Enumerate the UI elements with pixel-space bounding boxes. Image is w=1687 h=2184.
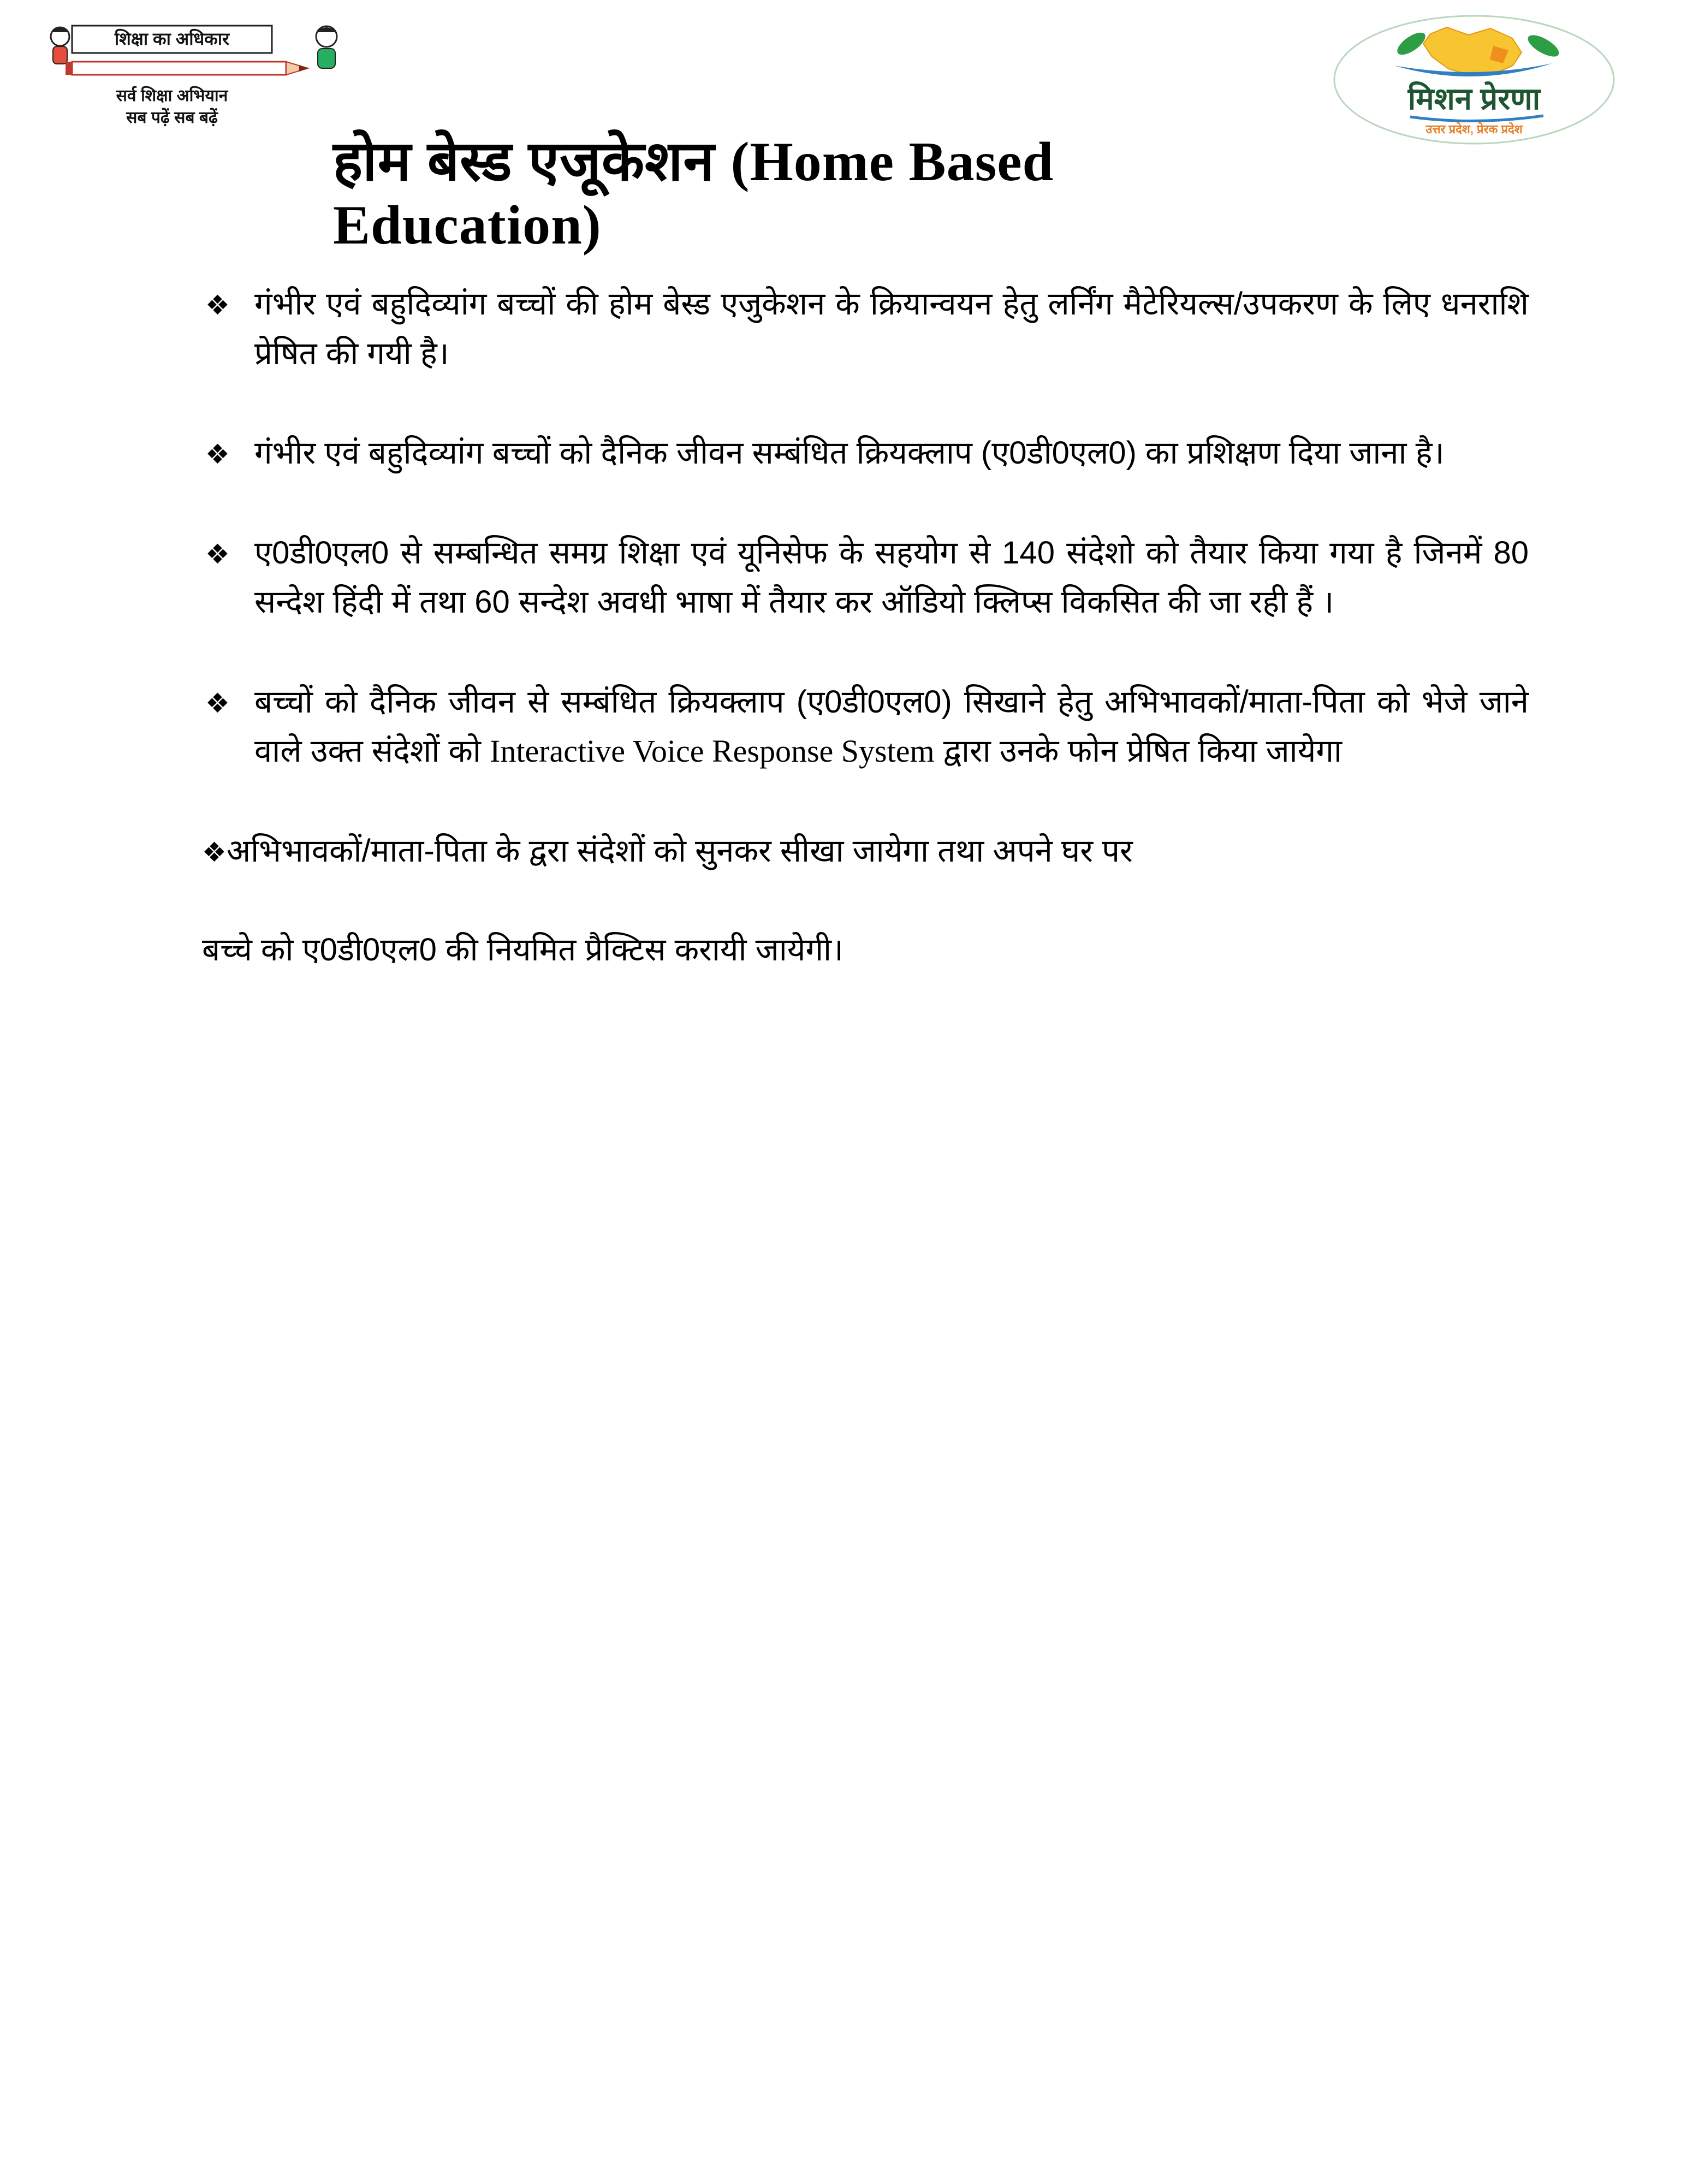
bullet-text [254, 684, 1529, 769]
bullet-item-4 [202, 678, 1529, 776]
bullet-list [202, 280, 1529, 876]
bullet-item-2 [202, 429, 1529, 478]
bullet-text-hindi-after: द्वारा उनके फोन प्रेषित किया जायेगा [934, 733, 1343, 769]
closing-line: बच्चे को ए0डी0एल0 की नियमित प्रैक्टिस करायी जायेगी। [202, 932, 844, 968]
diamond-bullet-icon: ❖ [205, 687, 230, 719]
mission-prerna-logo-graphic [1329, 12, 1619, 149]
bullet-text: गंभीर एवं बहुदिव्यांग बच्चों की होम बेस्ड एजुकेशन के क्रियान्वयन हेतु लर्निंग मैटेरियल्स/उपकरण के लिए धनराशि प्रेषित की गयी है। [254, 286, 1529, 371]
ssa-tagline-2: सब पढ़ें सब बढ़ें [126, 109, 218, 127]
diamond-bullet-icon: ❖ [205, 439, 230, 470]
mission-prerna-name: मिशन प्रेरणा [1407, 81, 1541, 116]
page-title-hindi: होम बेस्ड एजूकेशन [333, 130, 715, 192]
child-figure-left-icon [51, 27, 69, 64]
diamond-bullet-icon: ❖ [202, 836, 227, 868]
page-title-english-line1: (Home Based [730, 131, 1054, 193]
bullet-text-english: Interactive Voice Response System [490, 733, 935, 769]
page-title-english-line2: Education) [333, 194, 602, 257]
banner-text: शिक्षा का अधिकार [114, 29, 230, 49]
bullet-text-hindi-before: बच्चों को दैनिक जीवन से सम्बंधित क्रियक्लाप (ए0डी0एल0) सिखाने हेतु अभिभावकों/माता-पिता को भेजे जाने वाले उक्त संदेशों को [254, 684, 1529, 769]
bullet-item-1 [202, 280, 1529, 378]
bullet-text: गंभीर एवं बहुदिव्यांग बच्चों को दैनिक जीवन सम्बंधित क्रियक्लाप (ए0डी0एल0) का प्रशिक्षण दिया जाना है। [254, 435, 1445, 471]
page-title [333, 130, 1529, 257]
diamond-bullet-icon: ❖ [205, 290, 230, 321]
bullet-item-3 [202, 529, 1529, 627]
mission-prerna-logo [1329, 12, 1619, 149]
bullet-text: अभिभावकों/माता-पिता के द्वरा संदेशों को सुनकर सीखा जायेगा तथा अपने घर पर [226, 833, 1133, 869]
ssa-tagline-1: सर्व शिक्षा अभियान [116, 87, 228, 105]
mission-prerna-tagline: उत्तर प्रदेश, प्रेरक प्रदेश [1425, 122, 1523, 136]
document-content [202, 130, 1529, 974]
bullet-item-5 [202, 827, 1529, 876]
diamond-bullet-icon: ❖ [205, 538, 230, 569]
pencil-icon [66, 62, 308, 75]
bullet-text: ए0डी0एल0 से सम्बन्धित समग्र शिक्षा एवं यूनिसेफ के सहयोग से 140 संदेशो को तैयार किया गया है जिनमें 80 सन्देश हिंदी में तथा 60 सन्देश अवधी भाषा में तैयार कर ऑडियो क्लिप्स विकसित की जा रही हैं । [254, 535, 1529, 620]
banner-flag-icon [72, 26, 272, 53]
child-figure-right-icon [316, 26, 337, 68]
